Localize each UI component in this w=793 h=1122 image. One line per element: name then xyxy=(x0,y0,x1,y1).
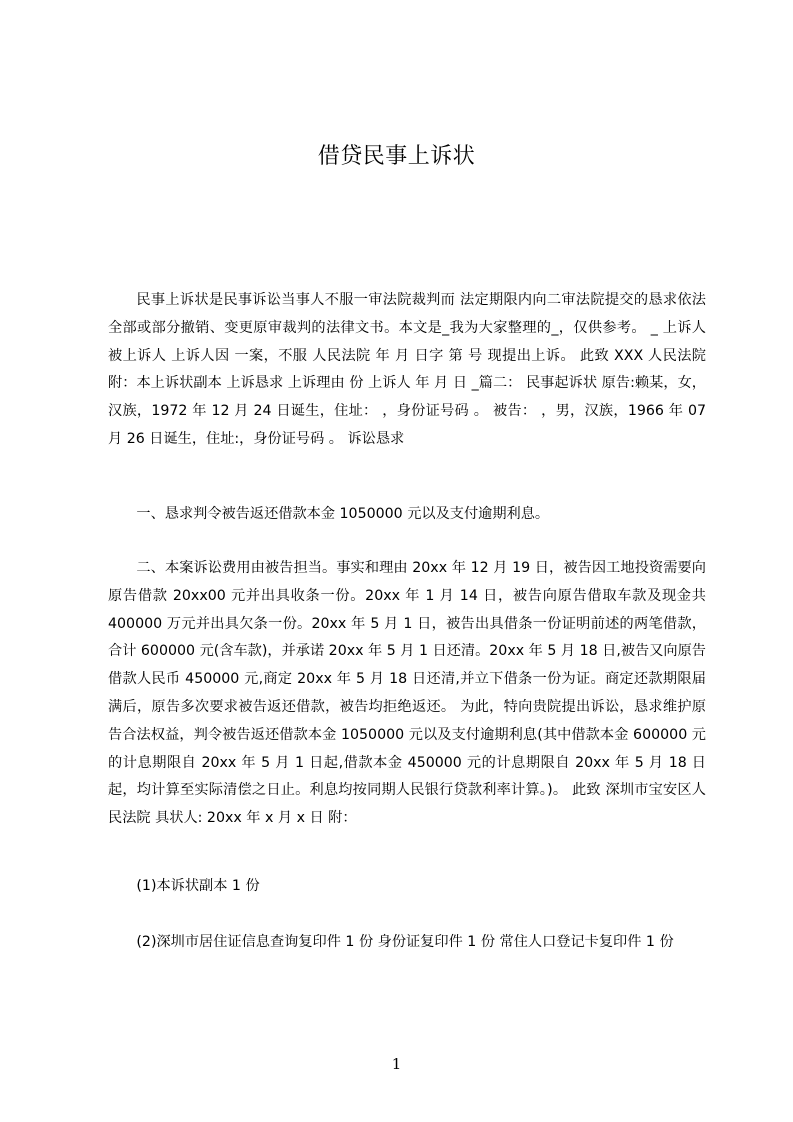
paragraph-claim-two-facts: 二、本案诉讼费用由被告担当。事实和理由 20xx 年 12 月 19 日，被告因工地投资需要向原告借款 20xx00 元并出具收条一份。20xx 年 1 月 14 日，被告向原告借取车款及现金共 400000 万元并出具欠条一份。20xx 年 5 月 1 日，被告出具借条一份证明前述的两笔借款，合计 600000 元(含车款)，并承诺 20xx 年 5 月 1 日还清。20xx 年 5 月 18 日,被告又向原告借款人民币 450000 元,商定 20xx 年 5 月 18 日还清,并立下借条一份为证。商定还款期限届满后，原告多次要求被告返还借款，被告均拒绝返还。 为此，特向贵院提出诉讼，恳求维护原告合法权益，判令被告返还借款本金 1050000 元以及支付逾期利息(其中借款本金 600000 元的计息期限自 20xx 年 5 月 1 日起,借款本金 450000 元的计息期限自 20xx 年 5 月 18 日起，均计算至实际清偿之日止。利息均按同期人民银行贷款利率计算。)。 此致 深圳市宝安区人民法院 具状人: 20xx 年 x 月 x 日 附： xyxy=(108,560,706,827)
paragraph-introduction: 民事上诉状是民事诉讼当事人不服一审法院裁判而 法定期限内向二审法院提交的恳求依法全部或部分撤销、变更原审裁判的法律文书。本文是_我为大家整理的_，仅供参考。 _ 上诉人 被上诉人 上诉人因 一案，不服 人民法院 年 月 日字 第 号 现提出上诉。 此致 XXX 人民法院 附：本上诉状副本 上诉恳求 上诉理由 份 上诉人 年 月 日 _篇二： 民事起诉状 原告:赖某，女，汉族，1972 年 12 月 24 日诞生，住址： ，身份证号码 。 被告： ，男，汉族，1966 年 07 月 26 日诞生，住址:，身份证号码 。 诉讼恳求 xyxy=(108,292,706,447)
document-title: 借贷民事上诉状 xyxy=(317,144,476,169)
page-number: 1 xyxy=(391,1055,402,1073)
paragraph-claim-one: 一、恳求判令被告返还借款本金 1050000 元以及支付逾期利息。 xyxy=(136,506,550,522)
paragraph-attachment-one: (1)本诉状副本 1 份 xyxy=(136,878,260,894)
paragraph-attachment-two: (2)深圳市居住证信息查询复印件 1 份 身份证复印件 1 份 常住人口登记卡复印件 1 份 xyxy=(136,934,674,950)
